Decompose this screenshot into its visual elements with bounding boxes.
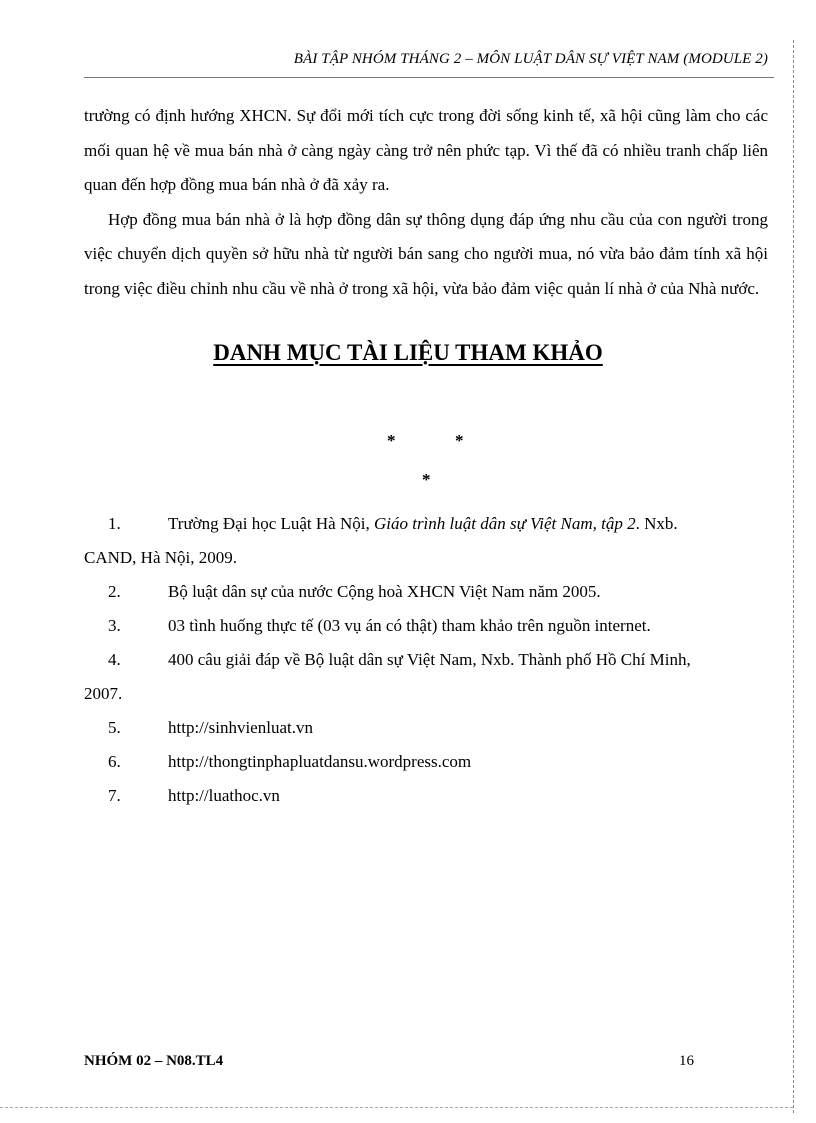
reference-item — [84, 507, 768, 541]
reference-continuation: CAND, Hà Nội, 2009. — [84, 548, 237, 567]
reference-item — [84, 609, 768, 643]
reference-title-italic: Giáo trình luật dân sự Việt Nam, tập 2 — [373, 514, 636, 533]
reference-item — [84, 643, 768, 677]
running-header: BÀI TẬP NHÓM THÁNG 2 – MÔN LUẬT DÂN SỰ VIỆT NAM (MODULE 2) — [293, 51, 768, 67]
reference-text: 400 câu giải đáp về Bộ luật dân sự Việt Nam, Nxb. Thành phố Hồ Chí Minh, — [168, 650, 691, 669]
reference-number: 4. — [108, 650, 121, 669]
reference-continuation: 2007. — [84, 684, 123, 703]
reference-number: 6. — [108, 752, 121, 771]
reference-text: 03 tình huống thực tế (03 vụ án có thật) tham khảo trên nguồn internet. — [168, 616, 651, 635]
reference-text: Trường Đại học Luật Hà Nội, Giáo trình luật dân sự Việt Nam, tập 2. Nxb. — [168, 514, 678, 533]
ornament-star: * — [455, 431, 464, 450]
reference-link[interactable]: http://thongtinphapluatdansu.wordpress.com — [168, 752, 472, 771]
page-border-right — [793, 40, 794, 1113]
reference-link[interactable]: http://sinhvienluat.vn — [168, 718, 313, 737]
page-number: 16 — [679, 1053, 694, 1069]
paragraph-1: trường có định hướng XHCN. Sự đổi mới tích cực trong đời sống kinh tế, xã hội cũng làm cho các mối quan hệ về mua bán nhà ở càng ngày càng trở nên phức tạp. Vì thế đã có nhiều tranh chấp liên quan đến hợp đồng mua bán nhà ở đã xảy ra. — [84, 106, 768, 194]
reference-number: 3. — [108, 616, 121, 635]
body-text — [84, 99, 768, 306]
header-rule — [84, 77, 774, 78]
paragraph-2: Hợp đồng mua bán nhà ở là hợp đồng dân sự thông dụng đáp ứng nhu cầu của con người trong việc chuyển dịch quyền sở hữu nhà từ người bán sang cho người mua, nó vừa bảo đảm tính xã hội trong việc điều chỉnh nhu cầu về nhà ở trong xã hội, vừa bảo đảm việc quản lí nhà ở của Nhà nước. — [84, 209, 768, 298]
reference-number: 2. — [108, 582, 121, 601]
reference-item — [84, 711, 768, 745]
reference-list — [84, 507, 768, 813]
reference-number: 1. — [108, 514, 121, 533]
ornament-star: * — [422, 470, 431, 489]
ornament-star: * — [387, 431, 396, 450]
reference-link[interactable]: http://luathoc.vn — [168, 786, 280, 805]
references-title: DANH MỤC TÀI LIỆU THAM KHẢO — [213, 340, 603, 365]
reference-item — [84, 575, 768, 609]
reference-item — [84, 745, 768, 779]
reference-number: 5. — [108, 718, 121, 737]
reference-text: Bộ luật dân sự của nước Cộng hoà XHCN Việt Nam năm 2005. — [168, 582, 601, 601]
reference-number: 7. — [108, 786, 121, 805]
page-border-bottom — [0, 1107, 793, 1108]
footer-group-label: NHÓM 02 – N08.TL4 — [84, 1053, 224, 1069]
reference-item — [84, 779, 768, 813]
